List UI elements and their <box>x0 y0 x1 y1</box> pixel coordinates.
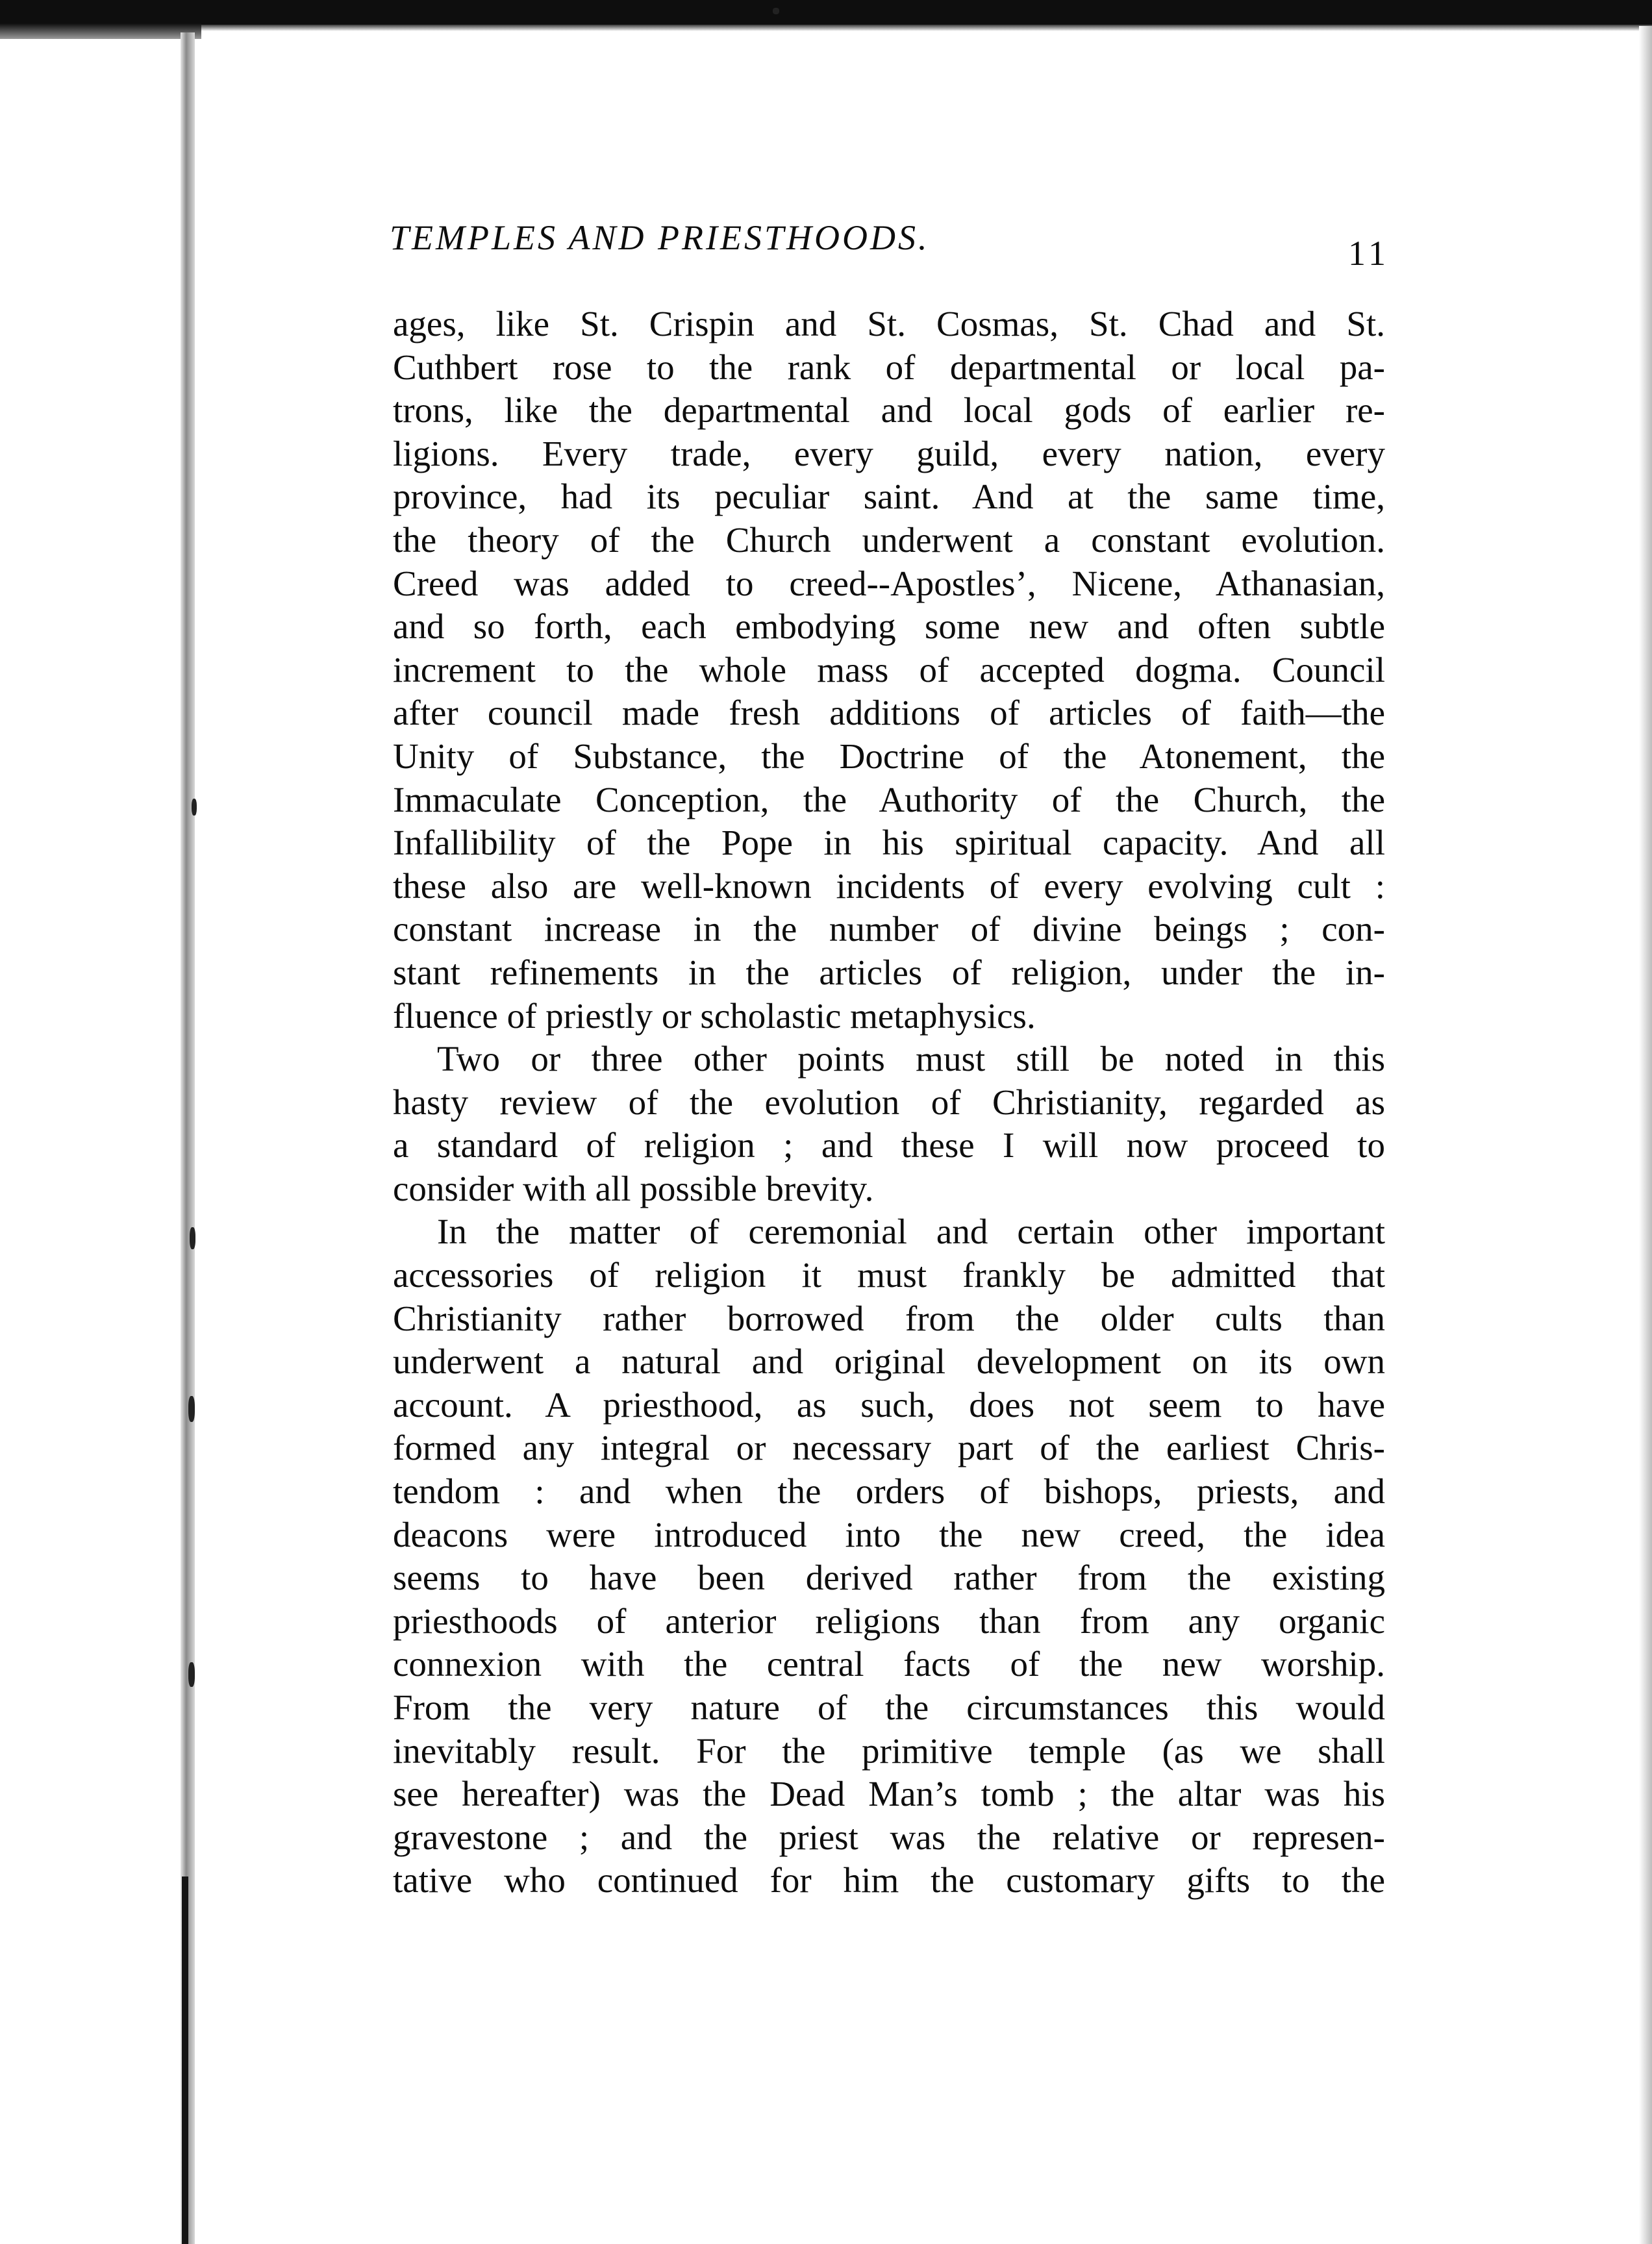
body-text <box>393 303 1385 1902</box>
text-line: connexion with the central facts of the new worship. <box>393 1644 1385 1684</box>
text-line: stant refinements in the articles of religion, under the in- <box>393 952 1385 992</box>
text-line: ligions. Every trade, every guild, every nation, every <box>393 433 1385 473</box>
scan-speck <box>188 1662 195 1687</box>
scan-top-edge-shadow <box>0 25 1652 31</box>
page-number: 11 <box>1348 234 1390 273</box>
text-line: gravestone ; and the priest was the relative or represen- <box>393 1817 1385 1857</box>
paragraph <box>393 1038 1385 1210</box>
text-line: Infallibility of the Pope in his spiritual capacity. And all <box>393 823 1385 863</box>
text-line: deacons were introduced into the new creed, the idea <box>393 1514 1385 1554</box>
page-gutter-shadow <box>182 1876 188 2244</box>
text-line: constant increase in the number of divine beings ; con- <box>393 909 1385 949</box>
scan-right-edge <box>1639 26 1652 2244</box>
text-line: tative who continued for him the customary gifts to the <box>393 1860 1385 1901</box>
scan-speck <box>192 799 197 816</box>
text-line: the theory of the Church underwent a constant evolution. <box>393 519 1385 560</box>
text-line: accessories of religion it must frankly be admitted that <box>393 1255 1385 1295</box>
text-line: and so forth, each embodying some new and often subtle <box>393 606 1385 647</box>
text-line: see hereafter) was the Dead Man’s tomb ; the altar was his <box>393 1774 1385 1814</box>
text-line: Christianity rather borrowed from the older cults than <box>393 1298 1385 1338</box>
text-line: ages, like St. Crispin and St. Cosmas, St. Chad and St. <box>393 304 1385 343</box>
text-line: account. A priesthood, as such, does not seem to have <box>393 1384 1385 1425</box>
text-line: a standard of religion ; and these I will now proceed to <box>393 1125 1385 1166</box>
text-line: Unity of Substance, the Doctrine of the Atonement, the <box>393 736 1385 776</box>
text-line: formed any integral or necessary part of the earliest Chris- <box>393 1428 1385 1468</box>
text-line: From the very nature of the circumstances this would <box>393 1688 1385 1727</box>
text-line: In the matter of ceremonial and certain other important <box>437 1212 1385 1252</box>
text-line: these also are well-known incidents of every evolving cult : <box>393 866 1385 906</box>
text-line: underwent a natural and original development on its own <box>393 1341 1385 1382</box>
scan-speck <box>188 1396 195 1422</box>
text-line: consider with all possible brevity. <box>393 1168 874 1208</box>
text-line: province, had its peculiar saint. And at the same time, <box>393 477 1385 517</box>
text-line: after council made fresh additions of articles of faith—the <box>393 693 1385 733</box>
text-line: trons, like the departmental and local gods of earlier re- <box>393 390 1385 430</box>
text-line: Creed was added to creed--Apostles’, Nicene, Athanasian, <box>393 563 1385 603</box>
text-line: Cuthbert rose to the rank of departmental or local pa- <box>393 347 1385 387</box>
scan-top-edge <box>0 0 1652 25</box>
text-line: seems to have been derived rather from the existing <box>393 1558 1385 1598</box>
text-line: fluence of priestly or scholastic metaphysics. <box>393 995 1036 1036</box>
text-line: priesthoods of anterior religions than from any organic <box>393 1601 1385 1641</box>
scan-speck <box>190 1227 195 1249</box>
text-line: Immaculate Conception, the Authority of the Church, the <box>393 779 1385 819</box>
text-line: tendom : and when the orders of bishops, priests, and <box>393 1471 1385 1512</box>
text-line: hasty review of the evolution of Christianity, regarded as <box>393 1082 1385 1122</box>
text-line: increment to the whole mass of accepted dogma. Council <box>393 649 1385 690</box>
text-line: Two or three other points must still be noted in this <box>437 1039 1385 1079</box>
paragraph <box>393 1210 1385 1902</box>
scan-speck <box>773 8 779 14</box>
scan-corner-shadow <box>0 0 201 39</box>
paragraph <box>393 303 1385 1038</box>
running-head: TEMPLES AND PRIESTHOODS. <box>390 218 930 257</box>
text-line: inevitably result. For the primitive temple (as we shall <box>393 1730 1385 1771</box>
